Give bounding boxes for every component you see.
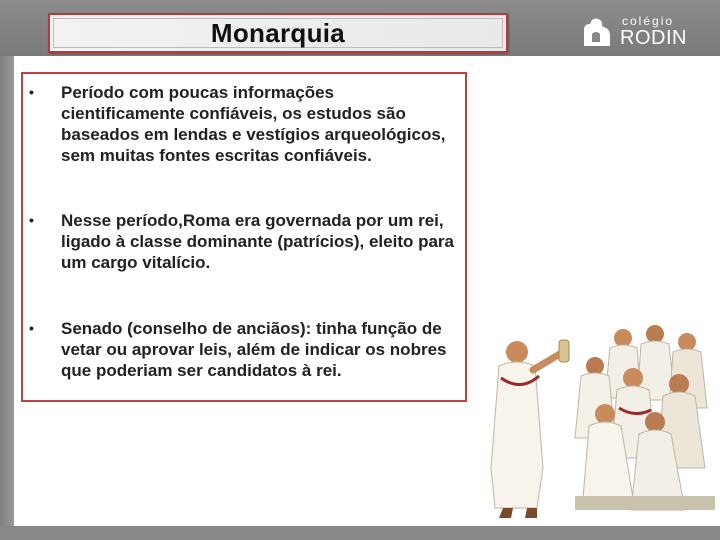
bullet-text: Senado (conselho de anciãos): tinha função de vetar ou aprovar leis, além de indicar os nobres que poderiam ser candidatos à rei.	[61, 319, 447, 380]
roman-senate-illustration	[455, 318, 715, 523]
bullet-marker: •	[29, 320, 34, 336]
bullet-marker: •	[29, 212, 34, 228]
rodin-thinker-icon	[580, 16, 614, 48]
standing-orator	[491, 340, 569, 518]
school-logo	[580, 14, 690, 50]
page-title: Monarquia	[210, 18, 346, 48]
scroll-icon	[559, 340, 569, 362]
logo-big-text: RODIN	[620, 27, 687, 49]
bullet-text: Nesse período,Roma era governada por um rei, ligado à classe dominante (patrícios), eleito para um cargo vitalício.	[61, 211, 455, 272]
logo-small-text: colégio	[622, 14, 675, 28]
frame-left	[0, 56, 14, 526]
frame-bottom	[0, 526, 720, 540]
senate-bench	[575, 496, 715, 510]
text-box	[21, 72, 467, 402]
bullet-marker: •	[29, 84, 34, 100]
bullet-text: Período com poucas informações cientificamente confiáveis, os estudos são baseados em lendas e vestígios arqueológicos, sem muitas fontes escritas confiáveis.	[61, 83, 446, 165]
title-box	[48, 13, 508, 53]
